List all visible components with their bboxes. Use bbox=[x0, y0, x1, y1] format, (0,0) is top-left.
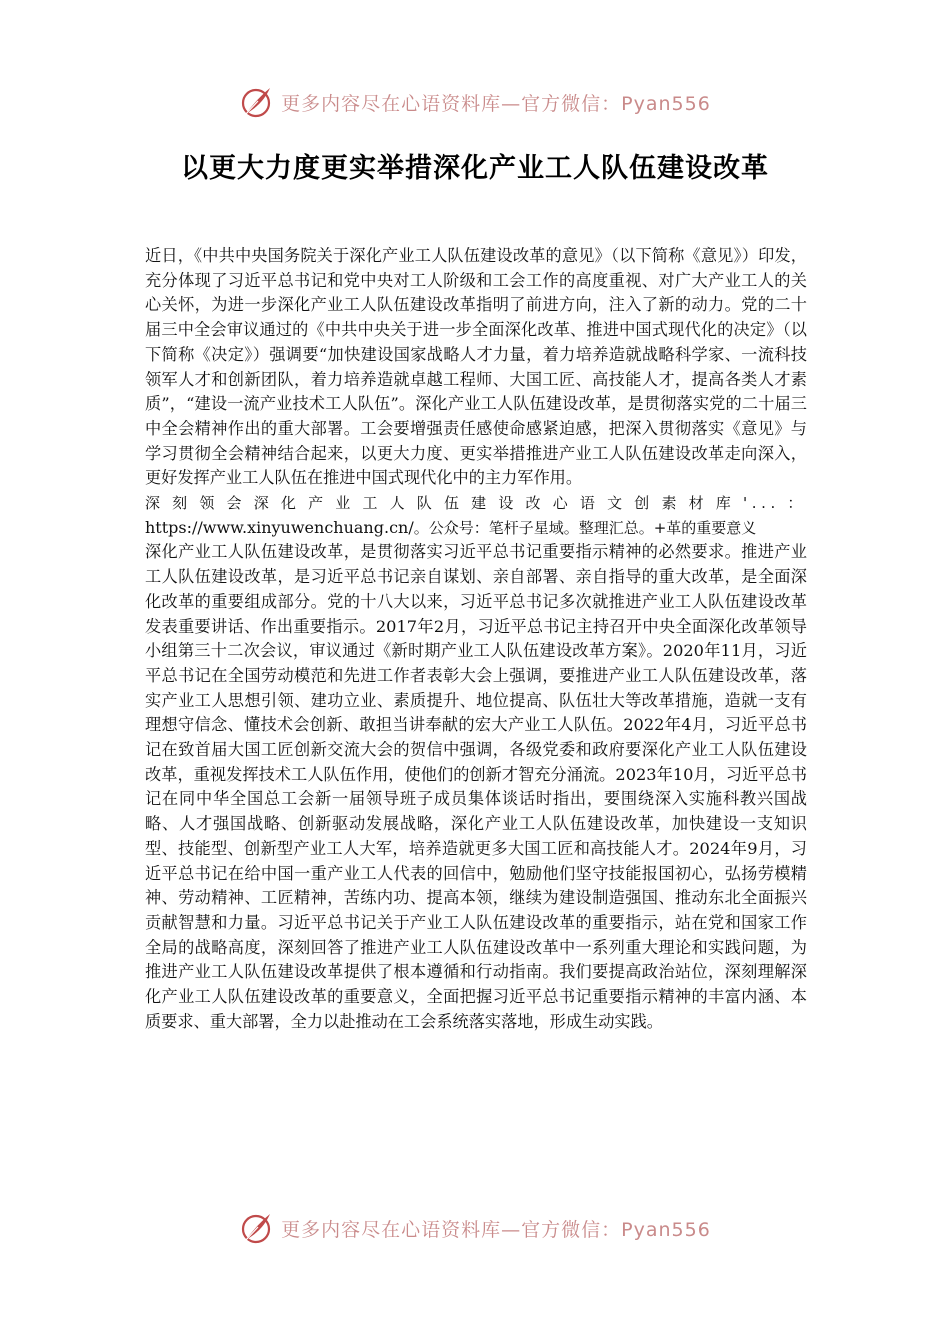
watermark-text-bottom: 更多内容尽在心语资料库—官方微信：Pyan556 bbox=[281, 1218, 711, 1241]
intro-paragraph: 近日，《中共中央国务院关于深化产业工人队伍建设改革的意见》（以下简称《意见》）印发，充分体现了习近平总书记和党中央对工人阶级和工会工作的高度重视、对广大产业工人的关心关怀，为进一步深化产业工人队伍建设改革指明了前进方向，注入了新的动力。党的二十届三中全会审议通过的《中共中央关于进一步全面深化改革、推进中国式现代化的决定》（以下简称《决定》）强调要“加快建设国家战略人才力量，着力培养造就战略科学家、一流科技领军人才和创新团队，着力培养造就卓越工程师、大国工匠、高技能人才，提高各类人才素质”，“建设一流产业技术工人队伍”。深化产业工人队伍建设改革，是贯彻落实党的二十届三中全会精神作出的重大部署。工会要增强责任感使命感紧迫感，把深入贯彻落实《意见》与学习贯彻全会精神结合起来，以更大力度、更实举措推进产业工人队伍建设改革走向深入，更好发挥产业工人队伍在推进中国式现代化中的主力军作用。 bbox=[145, 246, 807, 488]
watermark-banner-bottom bbox=[0, 1208, 950, 1248]
feather-pen-logo-icon bbox=[239, 85, 273, 119]
body-paragraph: 深化产业工人队伍建设改革，是贯彻落实习近平总书记重要指示精神的必然要求。推进产业工人队伍建设改革，是习近平总书记亲自谋划、亲自部署、亲自指导的重大改革，是全面深化改革的重要组成部分。党的十八大以来，习近平总书记多次就推进产业工人队伍建设改革发表重要讲话、作出重要指示。2017年2月，习近平总书记主持召开中央全面深化改革领导小组第三十二次会议，审议通过《新时期产业工人队伍建设改革方案》。2020年11月，习近平总书记在全国劳动模范和先进工作者表彰大会上强调，要推进产业工人队伍建设改革，落实产业工人思想引领、建功立业、素质提升、地位提高、队伍壮大等改革措施，造就一支有理想守信念、懂技术会创新、敢担当讲奉献的宏大产业工人队伍。2022年4月，习近平总书记在致首届大国工匠创新交流大会的贺信中强调，各级党委和政府要深化产业工人队伍建设改革，重视发挥技术工人队伍作用，使他们的创新才智充分涌流。2023年10月，习近平总书记在同中华全国总工会新一届领导班子成员集体谈话时指出，要围绕深入实施科教兴国战略、人才强国战略、创新驱动发展战略，深化产业工人队伍建设改革，加快建设一支知识型、技能型、创新型产业工人大军，培养造就更多大国工匠和高技能人才。2024年9月，习近平总书记在给中国一重产业工人代表的回信中，勉励他们坚守技能报国初心，弘扬劳模精神、劳动精神、工匠精神，苦练内功、提高本领，继续为建设制造强国、推动东北全面振兴贡献智慧和力量。习近平总书记关于产业工人队伍建设改革的重要指示，站在党和国家工作全局的战略高度，深刻回答了推进产业工人队伍建设改革中一系列重大理论和实践问题，为推进产业工人队伍建设改革提供了根本遵循和行动指南。我们要提高政治站位，深刻理解深化产业工人队伍建设改革的重要意义，全面把握习近平总书记重要指示精神的丰富内涵、本质要求、重大部署，全力以赴推动在工会系统落实落地，形成生动实践。 bbox=[145, 542, 807, 1031]
feather-pen-logo-icon bbox=[239, 1211, 273, 1245]
watermark-text-top: 更多内容尽在心语资料库—官方微信：Pyan556 bbox=[281, 92, 711, 115]
section-heading: 深刻领会深化产业工人队伍建设改心语文创素材库'...： https://www.xinyuwenchuang.cn/。公众号：笔杆子星域。整理汇总。+革的重要意义 bbox=[145, 494, 807, 537]
document-title: 以更大力度更实举措深化产业工人队伍建设改革 bbox=[181, 153, 769, 184]
document-body bbox=[145, 244, 807, 1035]
source-url-text: https://www.xinyuwenchuang.cn/ bbox=[145, 517, 414, 537]
watermark-banner-top bbox=[0, 82, 950, 122]
